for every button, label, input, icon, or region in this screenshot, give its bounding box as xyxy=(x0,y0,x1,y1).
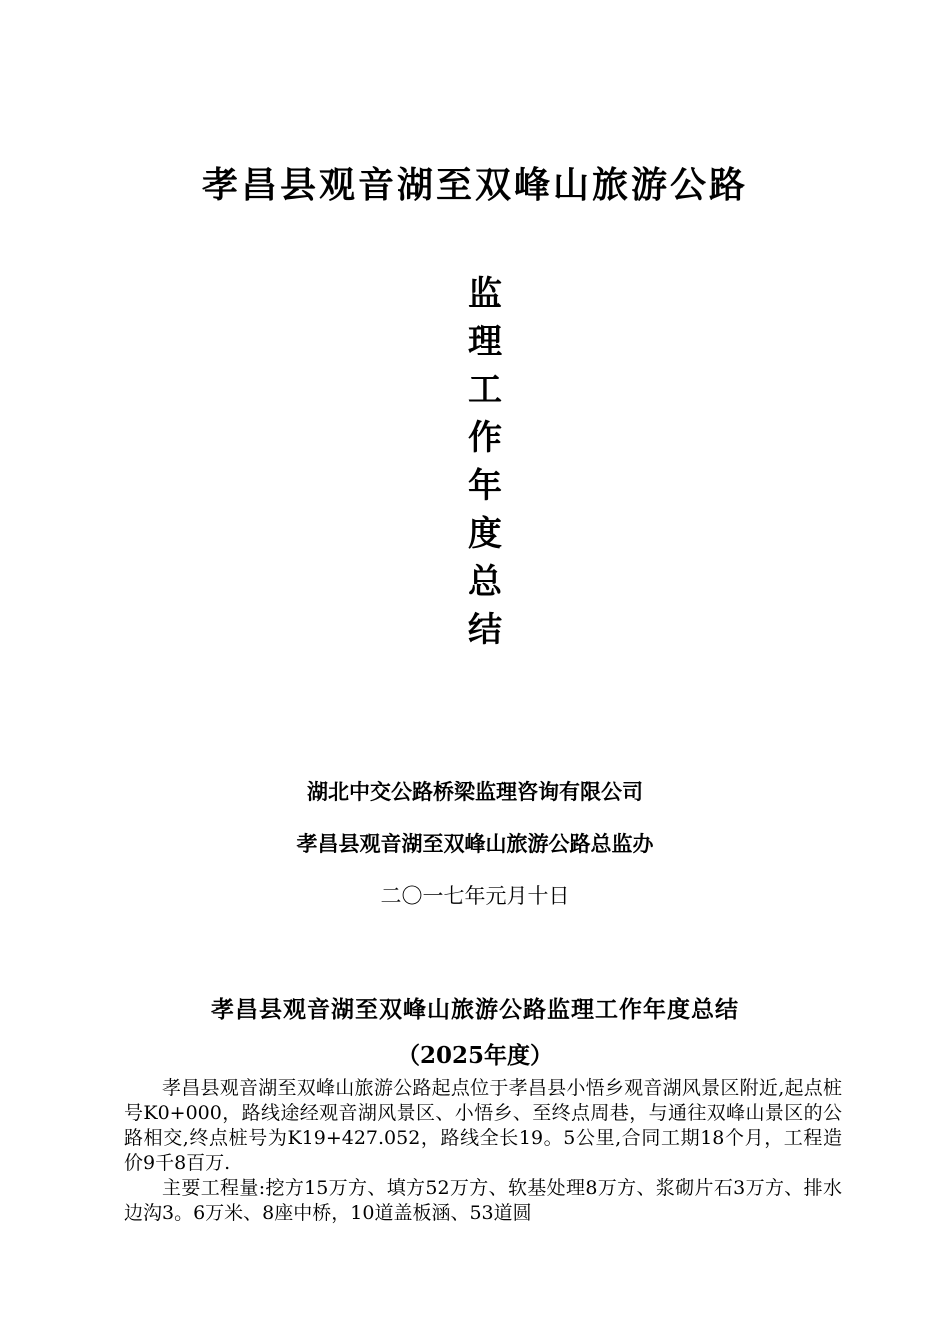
vertical-title-char: 总 xyxy=(468,562,502,602)
body-paragraph: 孝昌县观音湖至双峰山旅游公路起点位于孝昌县小悟乡观音湖风景区附近,起点桩号K0+000，路线途经观音湖风景区、小悟乡、至终点周巷，与通往双峰山景区的公路相交,终点桩号为K19+427.052，路线全长19。5公里,合同工期18个月，工程造价9千8百万. xyxy=(124,1077,842,1174)
vertical-report-title xyxy=(455,270,515,654)
page-title: 孝昌县观音湖至双峰山旅游公路 xyxy=(201,164,748,206)
company-name: 湖北中交公路桥梁监理咨询有限公司 xyxy=(307,779,643,804)
report-date: 二〇一七年元月十日 xyxy=(380,884,570,908)
vertical-title-char: 作 xyxy=(468,418,502,458)
summary-year: （2025年度） xyxy=(396,1042,553,1069)
vertical-title-char: 理 xyxy=(468,322,502,362)
summary-heading: 孝昌县观音湖至双峰山旅游公路监理工作年度总结 xyxy=(211,996,739,1023)
cover-info xyxy=(0,766,950,922)
office-name: 孝昌县观音湖至双峰山旅游公路总监办 xyxy=(296,831,654,856)
vertical-title-char: 年 xyxy=(468,466,502,506)
summary-body xyxy=(124,1076,842,1226)
vertical-title-char: 监 xyxy=(468,274,502,314)
vertical-title-char: 结 xyxy=(468,610,502,650)
vertical-title-char: 工 xyxy=(468,370,502,410)
body-paragraph: 主要工程量:挖方15万方、填方52万方、软基处理8万方、浆砌片石3万方、排水边沟3。6万米、8座中桥，10道盖板涵、53道圆 xyxy=(124,1177,842,1224)
vertical-title-char: 度 xyxy=(468,514,502,554)
